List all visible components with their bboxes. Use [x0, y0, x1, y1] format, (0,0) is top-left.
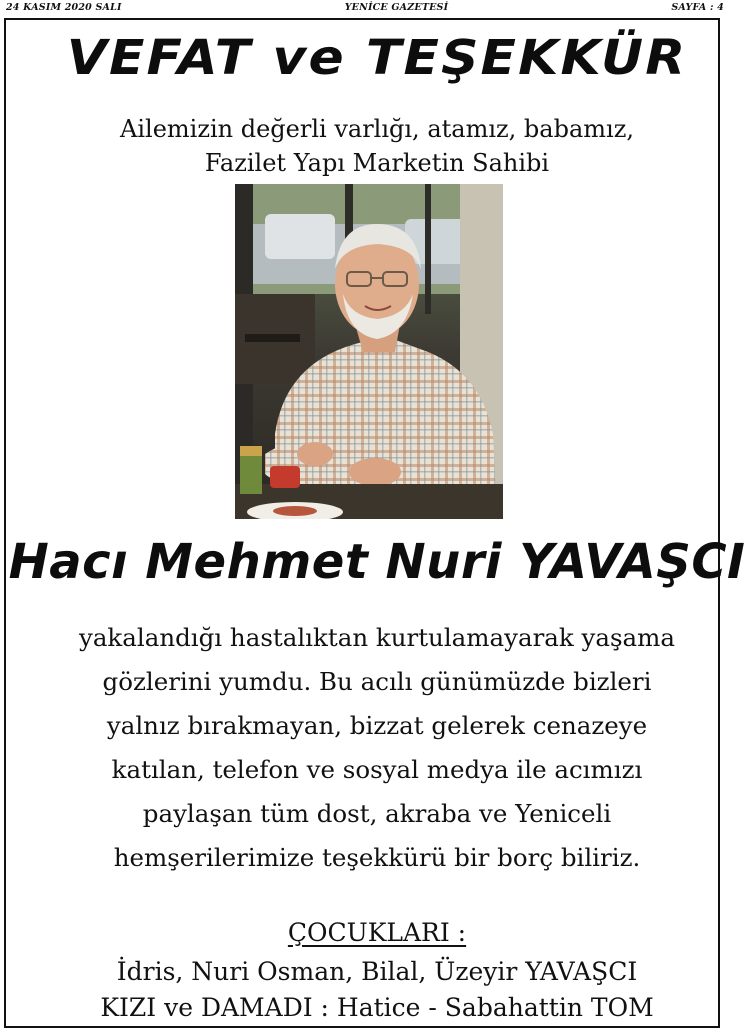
message-line: hemşerilerimize teşekkürü bir borç biliriz. [113, 843, 641, 872]
children-names: İdris, Nuri Osman, Bilal, Üzeyir YAVAŞCI [116, 957, 638, 986]
message-line: katılan, telefon ve sosyal medya ile acımızı [111, 755, 643, 784]
message-line: paylaşan tüm dost, akraba ve Yeniceli [142, 799, 612, 828]
message-line: yakalandığı hastalıktan kurtulamayarak yaşama [78, 623, 675, 652]
children-list [0, 954, 754, 1026]
newspaper-header [6, 0, 724, 14]
page-number: SAYFA : 4 [671, 1, 724, 13]
children-heading: ÇOCUKLARI : [287, 918, 467, 947]
message-line: gözlerini yumdu. Bu acılı günümüzde bizleri [102, 667, 652, 696]
daughter-and-son-in-law: KIZI ve DAMADI : Hatice - Sabahattin TOM [100, 993, 654, 1022]
intro-line: Ailemizin değerli varlığı, atamız, babamız, [120, 115, 634, 143]
portrait-illustration [235, 184, 503, 519]
deceased-name: Hacı Mehmet Nuri YAVAŞCI [8, 534, 746, 590]
thank-you-message [0, 616, 754, 880]
intro-line: Fazilet Yapı Marketin Sahibi [204, 149, 550, 177]
issue-date: 24 KASIM 2020 SALI [6, 1, 122, 13]
intro-text [0, 112, 754, 180]
notice-title: VEFAT ve TEŞEKKÜR [66, 30, 688, 86]
newspaper-name: YENİCE GAZETESİ [344, 1, 449, 13]
deceased-portrait-photo [235, 184, 503, 519]
message-line: yalnız bırakmayan, bizzat gelerek cenazeye [106, 711, 648, 740]
